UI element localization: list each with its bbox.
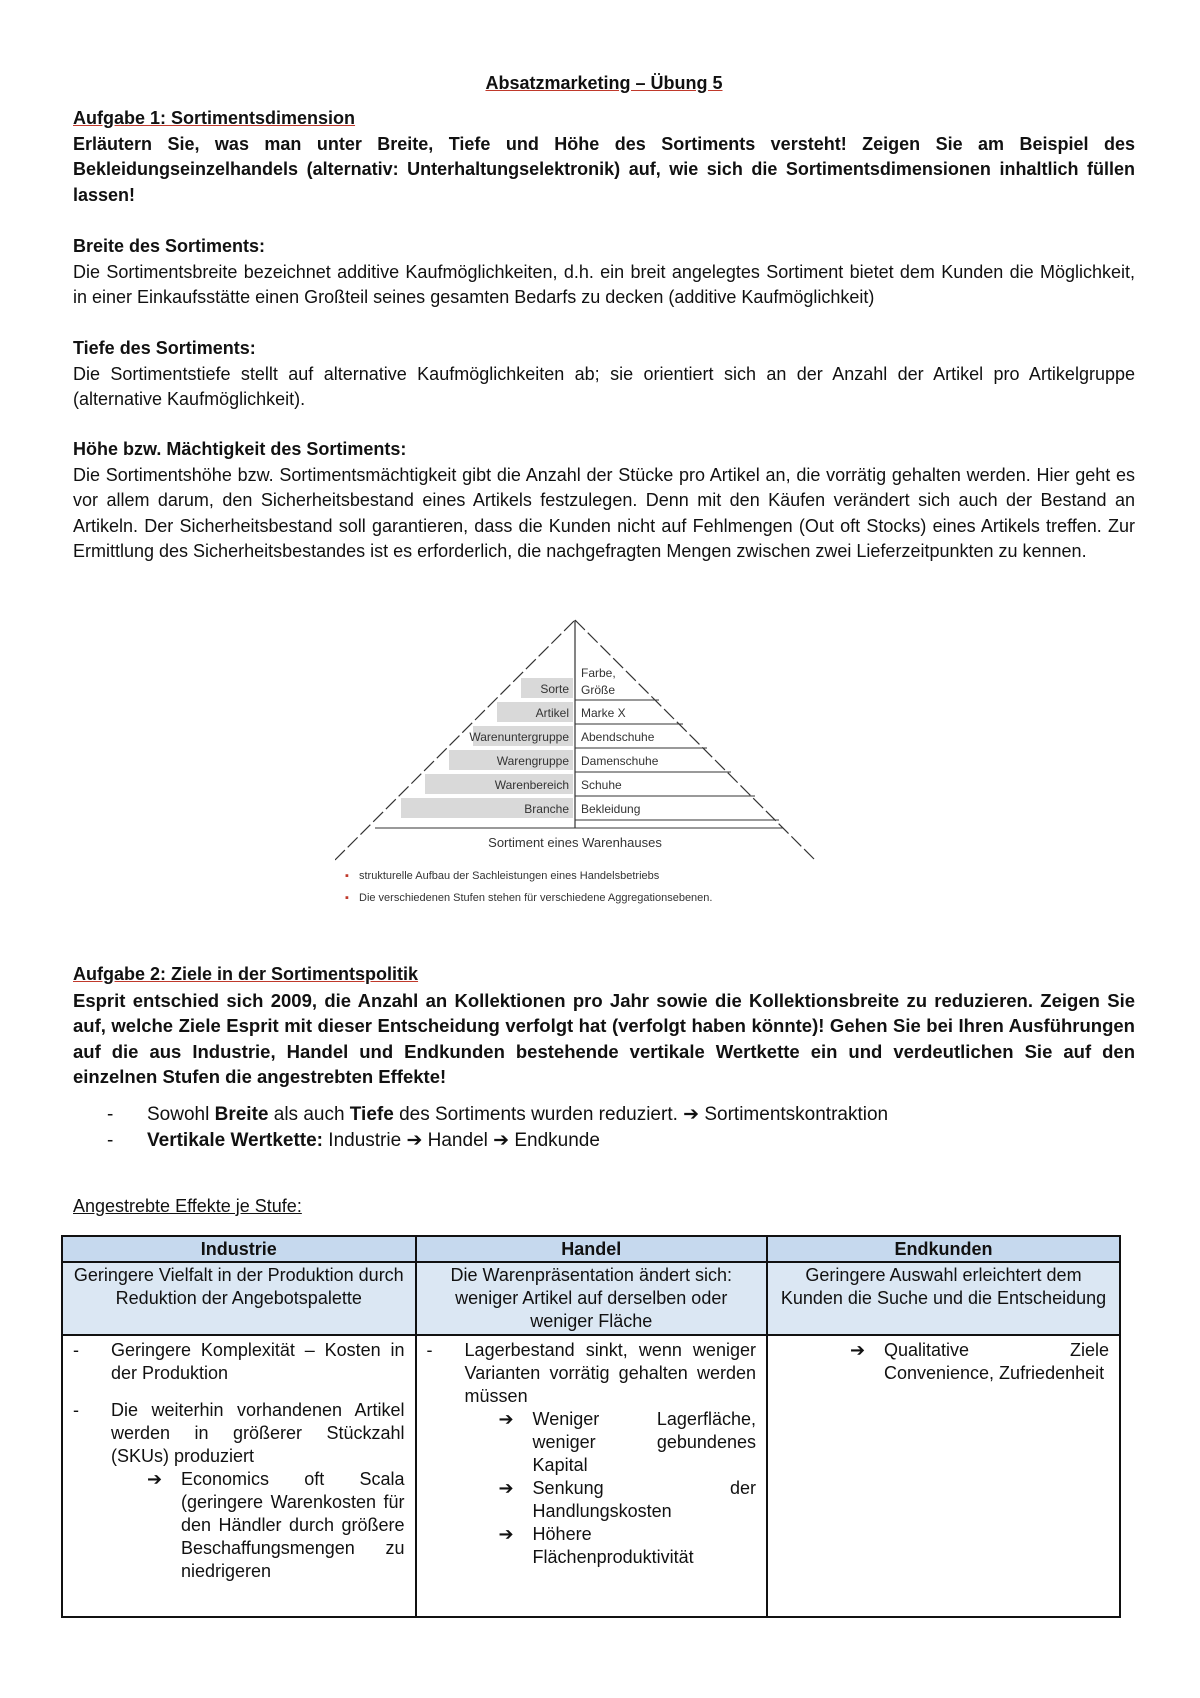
pyramid-level-label: Warenuntergruppe	[469, 730, 569, 744]
table-cell-handel	[416, 1335, 767, 1617]
arrow-item: ➔ Economics oft Scala (geringere Warenkosten für den Händler durch größere Beschaffungsmengen zu niedrigeren	[147, 1469, 405, 1581]
list-item: - Lagerbestand sinkt, wenn weniger Varianten vorrätig gehalten werden müssen	[426, 1340, 756, 1406]
table-cell: Geringere Vielfalt in der Produktion durch Reduktion der Angebotspalette	[62, 1262, 416, 1335]
sortiment-pyramid-diagram	[335, 612, 875, 912]
task1-section	[73, 106, 1135, 208]
list-item: - Sowohl Breite als auch Tiefe des Sortiments wurden reduziert. ➔ Sortimentskontraktion	[107, 1104, 889, 1125]
pyramid-note: strukturelle Aufbau der Sachleistungen eines Handelsbetriebs	[359, 870, 660, 882]
breite-text: Die Sortimentsbreite bezeichnet additive Kaufmöglichkeiten, d.h. ein breit angelegtes Sortiment bietet dem Kunden die Möglichkeit, in einer Einkaufsstätte einen Großteil seines gesamten Bedarfs zu decken (additive Kaufmöglichkeit)	[73, 261, 1135, 307]
breite-heading: Breite des Sortiments:	[73, 236, 266, 256]
arrow-right-icon: ➔	[498, 1409, 514, 1429]
pyramid-level-label: Warenbereich	[494, 778, 569, 792]
hoehe-text: Die Sortimentshöhe bzw. Sortimentsmächtigkeit gibt die Anzahl der Stücke pro Artikel an, die vorrätig gehalten werden. Hier geht es vor allem darum, den Sicherheitsbestand eines Artikels festzulegen. Denn mit den Käufen verändert sich auch der Bestand an Artikeln. Der Sicherheitsbestand soll garantieren, dass die Kunden nicht auf Fehlmengen (Out oft Stocks) eines Artikels treffen. Zur Ermittlung des Sicherheitsbestandes ist es erforderlich, die nachgefragten Mengen zwischen zwei Lieferzeitpunkten zu kennen.	[73, 464, 1135, 561]
list-item: - Geringere Komplexität – Kosten in der Produktion	[73, 1340, 405, 1383]
arrow-item: ➔ Weniger Lagerfläche, weniger gebundenes Kapital	[498, 1409, 756, 1475]
pyramid-example-label: Marke X	[581, 706, 626, 720]
pyramid-note: Die verschiedenen Stufen stehen für verschiedene Aggregationsebenen.	[359, 892, 713, 904]
pyramid-base-label: Sortiment eines Warenhauses	[488, 835, 662, 850]
effects-table	[61, 1235, 1121, 1618]
table-cell: Geringere Auswahl erleichtert dem Kunden die Suche und die Entscheidung	[767, 1262, 1120, 1335]
hoehe-heading: Höhe bzw. Mächtigkeit des Sortiments:	[73, 439, 407, 459]
pyramid-level-label: Artikel	[535, 706, 569, 720]
pyramid-example-label: Schuhe	[581, 778, 622, 792]
pyramid-example-label: Farbe,	[581, 666, 616, 680]
tiefe-text: Die Sortimentstiefe stellt auf alternative Kaufmöglichkeiten ab; sie orientiert sich an der Anzahl der Artikel pro Artikelgruppe (alternative Kaufmöglichkeit).	[73, 363, 1135, 409]
bullet-icon: ▪	[345, 892, 349, 904]
hoehe-section	[73, 437, 1135, 565]
page-title: Absatzmarketing – Übung 5	[485, 73, 723, 93]
arrow-right-icon: ➔	[147, 1469, 163, 1489]
breite-section	[73, 234, 1135, 311]
arrow-right-icon: ➔	[498, 1524, 514, 1544]
table-cell: Die Warenpräsentation ändert sich: weniger Artikel auf derselben oder weniger Fläche	[416, 1262, 767, 1335]
arrow-item: ➔ Höhere Flächenproduktivität	[498, 1524, 694, 1567]
task2-bullets	[73, 1102, 1135, 1154]
task1-question: Erläutern Sie, was man unter Breite, Tiefe und Höhe des Sortiments versteht! Zeigen Sie am Beispiel des Bekleidungseinzelhandels (alternativ: Unterhaltungselektronik) auf, wie sich die Sortimentsdimensionen inhaltlich füllen lassen!	[73, 133, 1135, 205]
table-header-row	[62, 1236, 1120, 1262]
table-cell-endkunden	[767, 1335, 1120, 1617]
tiefe-heading: Tiefe des Sortiments:	[73, 338, 256, 358]
pyramid-example-label: Größe	[581, 683, 616, 697]
arrow-item: ➔ Qualitative Ziele Convenience, Zufriedenheit	[849, 1340, 1109, 1383]
pyramid-example-label: Abendschuhe	[581, 730, 655, 744]
table-row	[62, 1335, 1120, 1617]
bullet-icon: ▪	[345, 870, 349, 882]
task2-question: Esprit entschied sich 2009, die Anzahl an Kollektionen pro Jahr sowie die Kollektionsbreite zu reduzieren. Zeigen Sie auf, welche Ziele Esprit mit dieser Entscheidung verfolgt hat (verfolgt haben könnte)! Gehen Sie bei Ihren Ausführungen auf die aus Industrie, Handel und Endkunden bestehende vertikale Wertkette ein und verdeutlichen Sie auf den einzelnen Stufen die angestrebten Effekte!	[73, 989, 1135, 1087]
pyramid-level-label: Branche	[524, 802, 569, 816]
task1-heading: Aufgabe 1: Sortimentsdimension	[73, 108, 356, 128]
task2-heading: Aufgabe 2: Ziele in der Sortimentspolitik	[73, 964, 419, 984]
table-cell-industrie	[62, 1335, 416, 1617]
task2-section	[73, 962, 1135, 1090]
table-row	[62, 1262, 1120, 1335]
column-header: Industrie	[62, 1236, 416, 1262]
tiefe-section	[73, 336, 1135, 413]
effects-label: Angestrebte Effekte je Stufe:	[73, 1196, 302, 1216]
arrow-right-icon: ➔	[498, 1478, 514, 1498]
pyramid-example-label: Bekleidung	[581, 802, 641, 816]
list-item: - Vertikale Wertkette: Industrie ➔ Handel ➔ Endkunde	[107, 1130, 600, 1151]
arrow-right-icon: ➔	[849, 1340, 866, 1360]
pyramid-example-label: Damenschuhe	[581, 754, 659, 768]
column-header: Handel	[416, 1236, 767, 1262]
pyramid-level-label: Sorte	[540, 682, 569, 696]
list-item: - Die weiterhin vorhandenen Artikel werden in größerer Stückzahl (SKUs) produziert	[73, 1400, 405, 1466]
arrow-item: ➔ Senkung der Handlungskosten	[498, 1478, 756, 1521]
column-header: Endkunden	[767, 1236, 1120, 1262]
pyramid-level-label: Warengruppe	[496, 754, 569, 768]
